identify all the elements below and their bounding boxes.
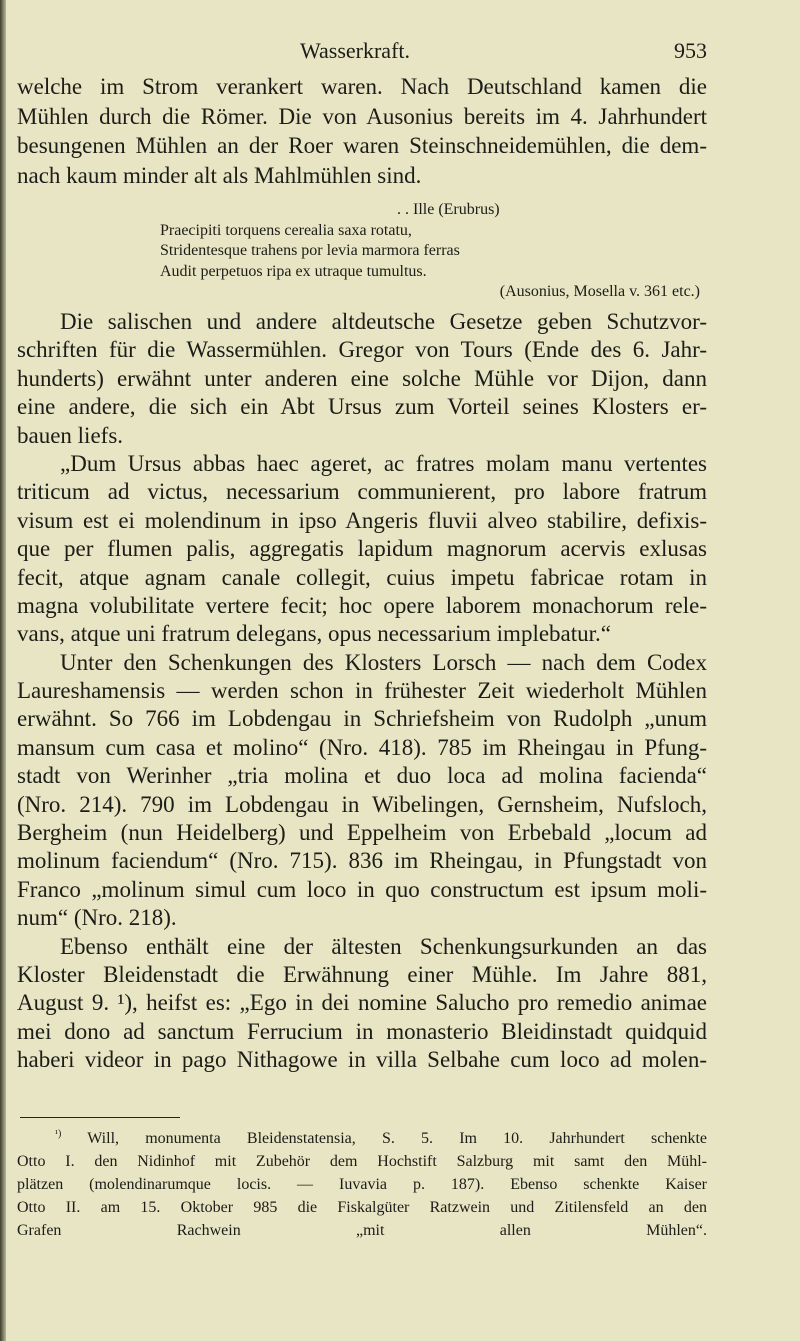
text-line: Kloster Bleidenstadt die Erwähnung einer Mühle. Im Jahre 881,	[17, 961, 707, 987]
text-line: Ebenso enthält eine der ältesten Schenkungsurkunden an das	[60, 933, 707, 959]
text-line: mei dono ad sanctum Ferrucium in monasterio Bleidinstadt quidquid	[17, 1018, 707, 1044]
footnote-text: Will, monumenta Bleidenstatensia, S. 5. Im 10. Jahrhundert schenkte	[87, 1130, 707, 1147]
body-text	[17, 308, 707, 1075]
page-number: 953	[674, 38, 707, 63]
text-line: hunderts) erwähnt unter anderen eine solche Mühle vor Dijon, dann	[17, 365, 707, 391]
text-line: besungenen Mühlen an der Roer waren Steinschneidemühlen, die dem-	[17, 133, 707, 158]
text-line: magna volubilitate vertere fecit; hoc opere laborem monachorum rele-	[17, 592, 707, 618]
verse-line: Stridentesque trahens por levia marmora ferras	[160, 242, 460, 260]
footnote-line: Grafen Rachwein „mit allen Mühlen“.	[17, 1222, 707, 1239]
footnote-line: Otto I. den Nidinhof mit Zubehör dem Hochstift Salzburg mit samt den Mühl-	[17, 1153, 707, 1170]
text-line: num“ (Nro. 218).	[17, 905, 177, 931]
text-line: eine andere, die sich ein Abt Ursus zum Vorteil seines Klosters er-	[17, 394, 707, 420]
text-line: welche im Strom verankert waren. Nach Deutschland kamen die	[17, 74, 707, 99]
text-line: que per flumen palis, aggregatis lapidum magnorum acervis exlusas	[17, 536, 707, 562]
text-line: triticum ad victus, necessarium communierent, pro labore fratrum	[17, 479, 707, 505]
text-line: (Nro. 214). 790 im Lobdengau in Wibelingen, Gernsheim, Nufsloch,	[17, 791, 707, 817]
text-line: Unter den Schenkungen des Klosters Lorsch — nach dem Codex	[60, 649, 707, 675]
text-line: nach kaum minder alt als Mahlmühlen sind.	[17, 162, 422, 188]
text-line: Mühlen durch die Römer. Die von Ausonius bereits im 4. Jahrhundert	[17, 103, 707, 129]
footnote-line: Otto II. am 15. Oktober 985 die Fiskalgüter Ratzwein und Zitilensfeld an den	[17, 1199, 707, 1216]
paragraph-intro	[17, 72, 707, 190]
text-line: schriften für die Wassermühlen. Gregor von Tours (Ende des 6. Jahr-	[17, 337, 707, 363]
text-line: bauen liefs.	[17, 422, 124, 448]
text-line: Laureshamensis — werden schon in frühester Zeit wiederholt Mühlen	[17, 678, 707, 704]
verse-line: Audit perpetuos ripa ex utraque tumultus.	[160, 262, 427, 280]
verse-source: (Ausonius, Mosella v. 361 etc.)	[499, 283, 700, 301]
verse-head: . . Ille (Erubrus)	[397, 201, 500, 218]
text-line: Die salischen und andere altdeutsche Gesetze geben Schutzvor-	[60, 309, 707, 334]
footnote-line: plätzen (molendinarumque locis. — Iuvavia p. 187). Ebenso schenkte Kaiser	[17, 1176, 707, 1193]
page-edge-shadow	[0, 0, 6, 1341]
footnote	[17, 1127, 707, 1242]
text-line: stadt von Werinher „tria molina et duo loca ad molina facienda“	[17, 763, 707, 789]
text-line: mansum cum casa et molino“ (Nro. 418). 785 im Rheingau in Pfung-	[17, 734, 707, 760]
text-line: haberi videor in pago Nithagowe in villa Selbahe cum loco ad molen-	[17, 1047, 707, 1073]
text-line: fecit, atque agnam canale collegit, cuius impetu fabricae rotam in	[17, 564, 707, 590]
text-line: erwähnt. So 766 im Lobdengau in Schriefsheim von Rudolph „unum	[17, 706, 707, 732]
text-line: visum est ei molendinum in ipso Angeris fluvii alveo stabilire, defixis-	[17, 507, 707, 533]
text-line: „Dum Ursus abbas haec ageret, ac fratres molam manu vertentes	[60, 450, 707, 476]
footnote-divider	[20, 1117, 180, 1118]
text-line: molinum faciendum“ (Nro. 715). 836 im Rheingau, in Pfungstadt von	[17, 848, 707, 874]
text-line: vans, atque uni fratrum delegans, opus necessarium implebatur.“	[17, 621, 611, 647]
footnote-line	[17, 1127, 707, 1150]
verse-line: Praecipiti torquens cerealia saxa rotatu,	[160, 221, 412, 239]
verse-quotation	[160, 200, 700, 303]
footnote-marker: ¹)	[55, 1128, 62, 1140]
text-line: Bergheim (nun Heidelberg) und Eppelheim von Erbebald „locum ad	[17, 820, 707, 846]
running-header-title: Wasserkraft.	[300, 38, 411, 63]
text-line: Franco „molinum simul cum loco in quo constructum est ipsum moli-	[17, 876, 707, 902]
text-line: August 9. ¹), heifst es: „Ego in dei nomine Salucho pro remedio animae	[17, 990, 707, 1016]
